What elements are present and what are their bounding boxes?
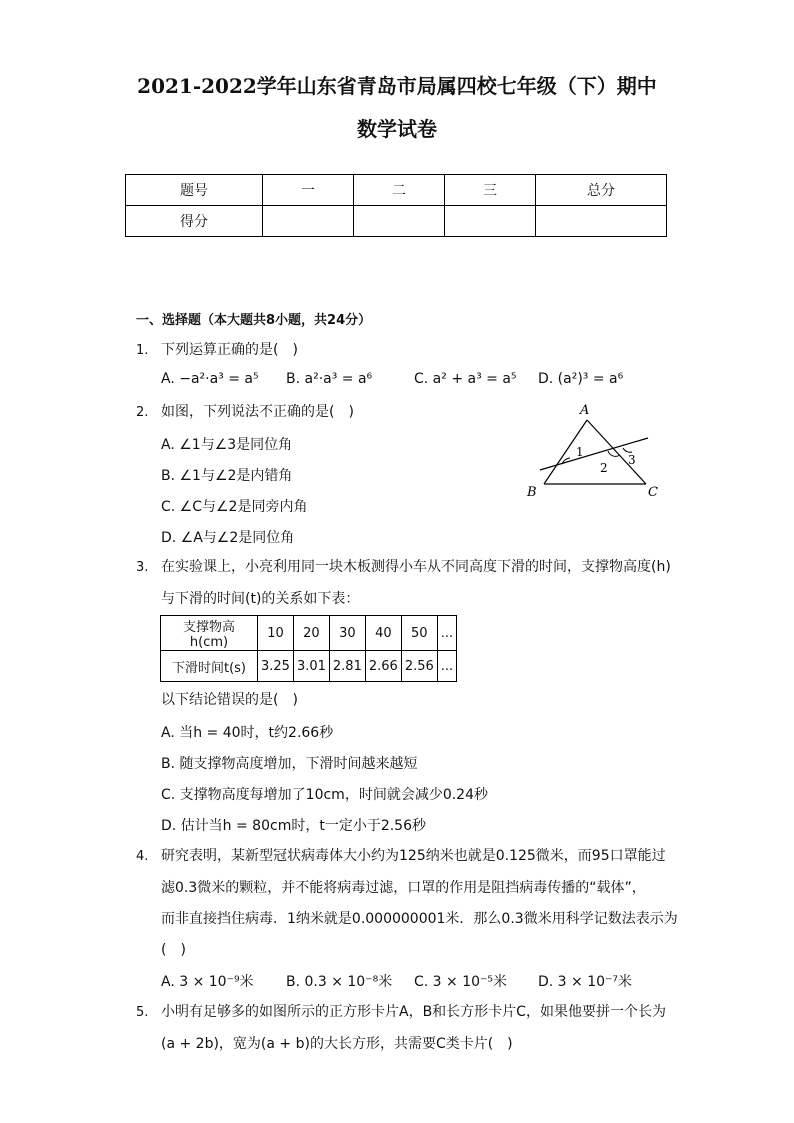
question-prompt: 以下结论错误的是( ) (161, 692, 298, 708)
option-a: A. 3 × 10⁻⁹米 (161, 974, 254, 990)
option-c: C. 3 × 10⁻⁵米 (414, 974, 508, 990)
question-stem: 在实验课上，小亮利用同一块木板测得小车从不同高度下滑的时间，支撑物高度(h) (161, 559, 671, 575)
exam-title-line2: 数学试卷 (357, 117, 437, 141)
option-d: D. 估计当h = 80cm时，t一定小于2.56秒 (161, 818, 426, 834)
table-row-label: 下滑时间t(s) (161, 651, 258, 682)
option-b: B. ∠1与∠2是内错角 (161, 468, 293, 484)
score-header-total: 总分 (536, 175, 667, 206)
option-c: C. a² + a³ = a⁵ (414, 371, 517, 387)
option-b: B. 随支撑物高度增加，下滑时间越来越短 (161, 756, 418, 772)
question-number: 5. (136, 1005, 149, 1020)
table-cell: 3.01 (293, 651, 329, 682)
question-number: 2. (136, 405, 149, 420)
table-row (161, 651, 457, 682)
score-cell (354, 206, 445, 237)
section-heading: 一、选择题（本大题共8小题，共24分） (136, 313, 372, 328)
question-number: 4. (136, 849, 149, 864)
question-stem: 与下滑的时间(t)的关系如下表： (161, 591, 360, 607)
question-stem: 下列运算正确的是( ) (161, 342, 298, 358)
angle-2-label: 2 (600, 461, 608, 475)
vertex-b-label: B (527, 485, 537, 500)
triangle-figure (520, 400, 670, 500)
score-table-header-row (126, 175, 667, 206)
score-cell (445, 206, 536, 237)
option-a: A. 当h = 40时，t约2.66秒 (161, 725, 334, 741)
score-row-label: 得分 (126, 206, 263, 237)
option-c: C. 支撑物高度每增加了10cm，时间就会减少0.24秒 (161, 787, 488, 803)
question-stem-line: 小明有足够多的如图所示的正方形卡片A，B和长方形卡片C，如果他要拼一个长为 (161, 1004, 666, 1020)
table-cell: 50 (401, 616, 437, 651)
question-number: 1. (136, 343, 149, 358)
option-a: A. −a²·a³ = a⁵ (161, 371, 259, 387)
table-row-label: 支撑物高h(cm) (161, 616, 258, 651)
table-cell: 20 (293, 616, 329, 651)
table-cell: 10 (258, 616, 294, 651)
score-table-score-row (126, 206, 667, 237)
option-d: D. (a²)³ = a⁶ (538, 371, 624, 387)
table-cell: 40 (365, 616, 401, 651)
score-header-label: 题号 (126, 175, 263, 206)
option-a: A. ∠1与∠3是同位角 (161, 437, 293, 453)
exam-title-line1: 2021-2022学年山东省青岛市局属四校七年级（下）期中 (137, 74, 657, 98)
option-d: D. ∠A与∠2是同位角 (161, 530, 295, 546)
option-b: B. 0.3 × 10⁻⁸米 (286, 974, 393, 990)
vertex-c-label: C (648, 485, 658, 500)
table-cell: ... (437, 651, 456, 682)
score-cell (263, 206, 354, 237)
question-stem-line: 研究表明，某新型冠状病毒体大小约为125纳米也就是0.125微米，而95口罩能过 (161, 848, 666, 864)
angle-3-label: 3 (628, 453, 636, 467)
question-number: 3. (136, 560, 149, 575)
table-cell: ... (437, 616, 456, 651)
angle-1-label: 1 (576, 445, 584, 459)
table-cell: 3.25 (258, 651, 294, 682)
table-cell: 30 (329, 616, 365, 651)
option-b: B. a²·a³ = a⁶ (286, 371, 373, 387)
score-header-3: 三 (445, 175, 536, 206)
score-cell (536, 206, 667, 237)
table-cell: 2.56 (401, 651, 437, 682)
height-time-table (160, 615, 457, 682)
table-cell: 2.81 (329, 651, 365, 682)
score-header-2: 二 (354, 175, 445, 206)
score-header-1: 一 (263, 175, 354, 206)
score-table (125, 174, 667, 237)
question-stem: 如图，下列说法不正确的是( ) (161, 404, 354, 420)
option-c: C. ∠C与∠2是同旁内角 (161, 499, 308, 515)
question-stem-line: 而非直接挡住病毒．1纳米就是0.000000001米．那么0.3微米用科学记数法表示为 (161, 911, 678, 927)
table-row (161, 616, 457, 651)
vertex-a-label: A (580, 403, 590, 418)
option-d: D. 3 × 10⁻⁷米 (538, 974, 633, 990)
table-cell: 2.66 (365, 651, 401, 682)
question-stem-line: (a + 2b)，宽为(a + b)的大长方形，共需要C类卡片( ) (161, 1036, 513, 1052)
question-stem-line: ( ) (161, 942, 186, 958)
question-stem-line: 滤0.3微米的颗粒，并不能将病毒过滤，口罩的作用是阻挡病毒传播的“载体”， (161, 880, 646, 896)
